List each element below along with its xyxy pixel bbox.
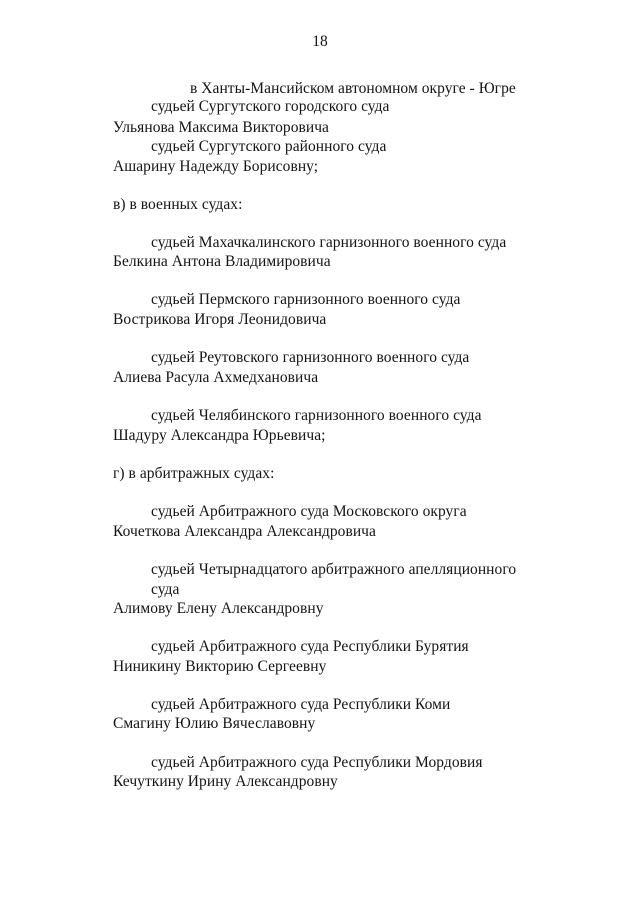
section-heading-arbitration: г) в арбитражных судах: bbox=[113, 465, 275, 482]
person-name: Шадуру Александра Юрьевича; bbox=[113, 427, 326, 444]
position-line: судьей Сургутского городского суда bbox=[151, 98, 390, 115]
position-line: судьей Арбитражного суда Республики Мордовия bbox=[151, 754, 483, 771]
position-line: судьей Арбитражного суда Московского округа bbox=[151, 503, 467, 520]
position-line: судьей Сургутского районного суда bbox=[151, 138, 387, 155]
position-line: судьей Махачкалинского гарнизонного военного суда bbox=[151, 234, 507, 251]
position-line: судьей Челябинского гарнизонного военного суда bbox=[151, 407, 482, 424]
person-name: Ниникину Викторию Сергеевну bbox=[113, 658, 327, 675]
position-line-continued: суда bbox=[151, 581, 180, 598]
person-name: Ульянова Максима Викторовича bbox=[113, 119, 329, 136]
position-line: судьей Пермского гарнизонного военного суда bbox=[151, 291, 461, 308]
person-name: Смагину Юлию Вячеславовну bbox=[113, 715, 316, 732]
region-heading: в Ханты-Мансийском автономном округе - Югре bbox=[190, 80, 516, 97]
position-line: судьей Арбитражного суда Республики Коми bbox=[151, 696, 451, 713]
person-name: Кочеткова Александра Александровича bbox=[113, 523, 376, 540]
page-number: 18 bbox=[312, 33, 328, 50]
position-line: судьей Реутовского гарнизонного военного суда bbox=[151, 349, 470, 366]
person-name: Кечуткину Ирину Александровну bbox=[113, 773, 338, 790]
position-line: судьей Четырнадцатого арбитражного апелляционного bbox=[151, 561, 517, 578]
person-name: Алиева Расула Ахмедхановича bbox=[113, 369, 319, 386]
person-name: Алимову Елену Александровну bbox=[113, 600, 324, 617]
section-heading-military: в) в военных судах: bbox=[113, 196, 243, 213]
person-name: Вострикова Игоря Леонидовича bbox=[113, 311, 327, 328]
position-line: судьей Арбитражного суда Республики Бурятия bbox=[151, 638, 469, 655]
person-name: Ашарину Надежду Борисовну; bbox=[113, 158, 319, 175]
person-name: Белкина Антона Владимировича bbox=[113, 253, 331, 270]
